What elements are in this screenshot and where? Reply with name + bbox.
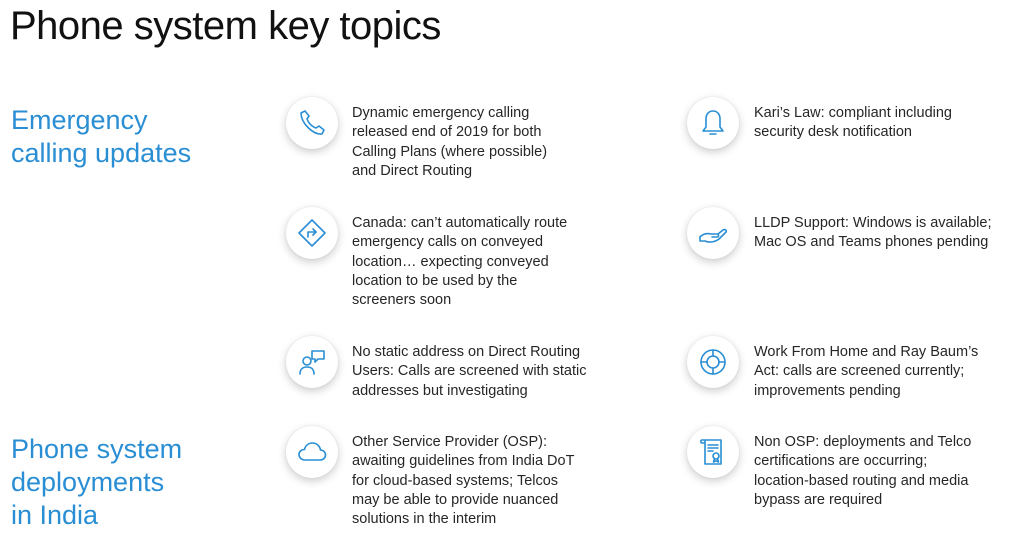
item-text-line: Act: calls are screened currently;	[754, 363, 965, 380]
item-text-line: certifications are occurring;	[754, 453, 928, 470]
certificate-icon	[687, 426, 739, 478]
lifebuoy-icon	[687, 336, 739, 388]
bell-icon	[687, 97, 739, 149]
item-text-line: Work From Home and Ray Baum’s	[754, 344, 979, 360]
user-chat-icon	[286, 336, 338, 388]
item-text-line: emergency calls on conveyed	[352, 234, 544, 251]
item-text-line: improvements pending	[754, 382, 901, 399]
section-heading-india	[11, 433, 182, 532]
item-text-line: and Direct Routing	[352, 162, 473, 179]
page-title: Phone system key topics	[10, 4, 441, 48]
item-text-line: location-based routing and media	[754, 472, 969, 489]
item-text-line: may be able to provide nuanced	[352, 491, 559, 508]
item-text-line: addresses but investigating	[352, 382, 528, 399]
section-heading-line: calling updates	[11, 138, 192, 168]
section-heading-line: deployments	[11, 467, 165, 497]
item-text-karis-law	[754, 104, 952, 143]
item-text-non-osp	[754, 433, 971, 510]
item-text-lldp	[754, 214, 992, 253]
section-heading-emergency	[11, 104, 191, 170]
item-text-line: bypass are required	[754, 491, 883, 508]
section-heading-line: in India	[11, 500, 99, 530]
item-text-dynamic-calling	[352, 104, 547, 181]
item-text-line: Canada: can’t automatically route	[352, 215, 568, 231]
item-text-canada	[352, 214, 567, 310]
item-text-osp	[352, 433, 574, 529]
section-heading-line: Emergency	[11, 105, 148, 135]
item-text-static-address	[352, 343, 587, 401]
item-text-line: screeners soon	[352, 292, 452, 309]
directions-icon	[286, 207, 338, 259]
cloud-icon	[286, 426, 338, 478]
item-text-line: Calling Plans (where possible)	[352, 143, 548, 160]
item-text-line: LLDP Support: Windows is available;	[754, 215, 992, 231]
item-text-line: awaiting guidelines from India DoT	[352, 453, 575, 470]
item-text-line: security desk notification	[754, 124, 912, 141]
item-text-line: No static address on Direct Routing	[352, 344, 581, 360]
item-text-line: released end of 2019 for both	[352, 124, 542, 141]
hand-icon	[687, 207, 739, 259]
item-text-line: Kari’s Law: compliant including	[754, 105, 953, 121]
item-text-line: for cloud-based systems; Telcos	[352, 472, 559, 489]
section-heading-line: Phone system	[11, 434, 183, 464]
item-text-wfh	[754, 343, 978, 401]
item-text-line: Mac OS and Teams phones pending	[754, 234, 989, 251]
item-text-line: Users: Calls are screened with static	[352, 363, 587, 380]
item-text-line: location to be used by the	[352, 272, 518, 289]
item-text-line: location… expecting conveyed	[352, 253, 549, 270]
item-text-line: Other Service Provider (OSP):	[352, 434, 547, 450]
item-text-line: Non OSP: deployments and Telco	[754, 434, 972, 450]
item-text-line: solutions in the interim	[352, 511, 497, 528]
item-text-line: Dynamic emergency calling	[352, 105, 530, 121]
phone-icon	[286, 97, 338, 149]
